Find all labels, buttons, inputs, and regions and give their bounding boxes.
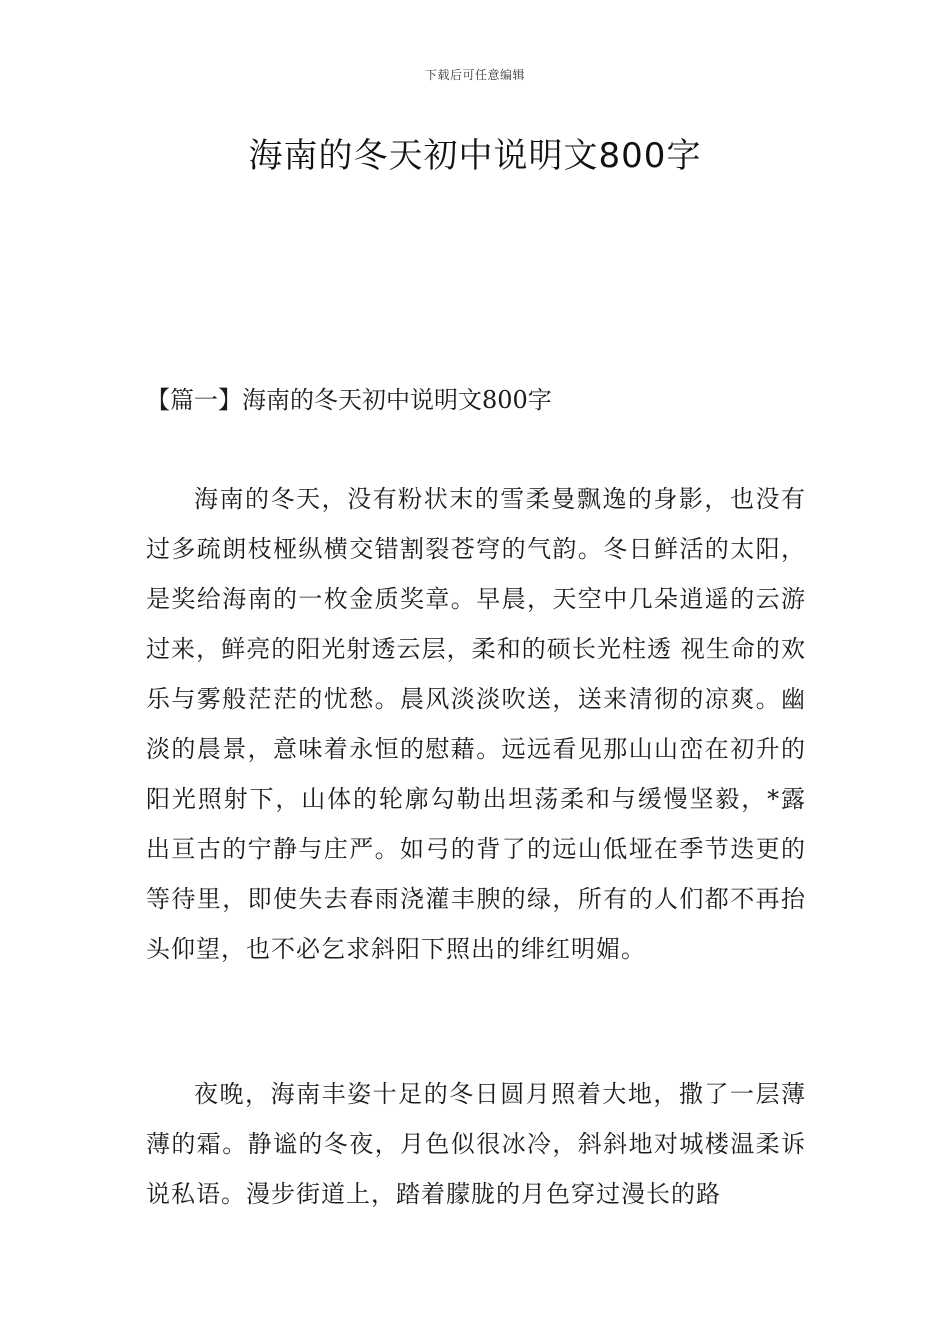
header-note: 下载后可任意编辑 xyxy=(424,68,525,82)
paragraph-2: 夜晚，海南丰姿十足的冬日圆月照着大地，撒了一层薄薄的霜。静谧的冬夜，月色似很冰冷，斜斜地对城楼温柔诉说私语。漫步街道上，踏着朦胧的月色穿过漫长的路 xyxy=(146,1080,806,1208)
paragraph-1: 海南的冬天，没有粉状末的雪柔曼飘逸的身影，也没有过多疏朗枝桠纵横交错割裂苍穹的气韵。冬日鲜活的太阳，是奖给海南的一枚金质奖章。早晨，天空中几朵逍遥的云游过来，鲜亮的阳光射透云层，柔和的硕长光柱透 视生命的欢乐与雾般茫茫的忧愁。晨风淡淡吹送，送来清彻的凉爽。幽淡的晨景，意味着永恒的慰藉。远远看见那山山峦在初升的阳光照射下，山体的轮廓勾勒出坦荡柔和与缓慢坚毅，*露出亘古的宁静与庄严。如弓的背了的远山低垭在季节迭更的等待里，即使失去春雨浇灌丰腴的绿，所有的人们都不再抬头仰望，也不必乞求斜阳下照出的绯红明媚。 xyxy=(146,485,806,963)
document-title: 海南的冬天初中说明文800字 xyxy=(248,136,702,176)
section-heading: 【篇一】海南的冬天初中说明文800字 xyxy=(146,386,552,414)
